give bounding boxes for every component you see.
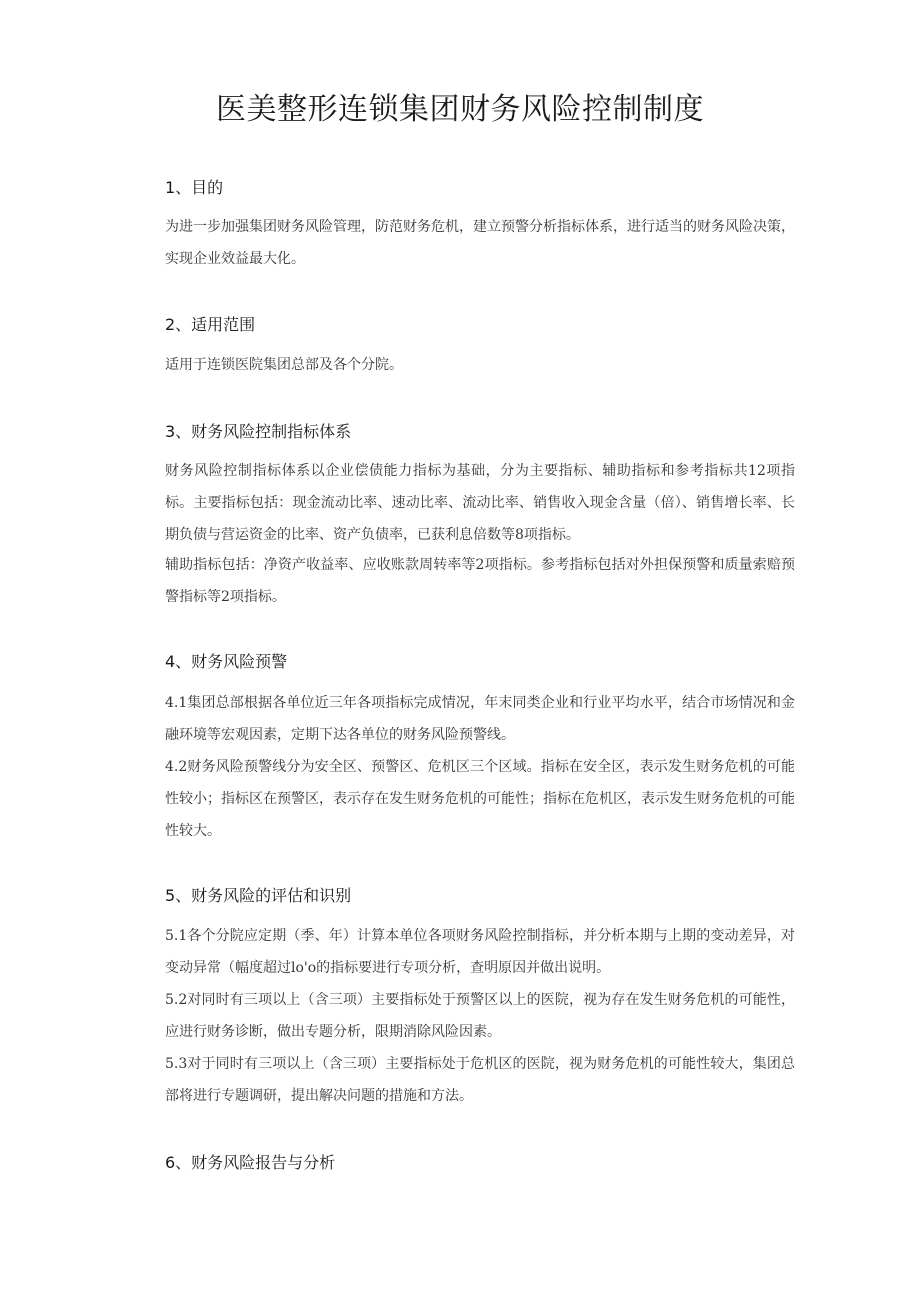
section-paragraph: 5.3对于同时有三项以上（含三项）主要指标处于危机区的医院，视为财务危机的可能性较大，集团总部将进行专题调研，提出解决问题的措施和方法。 (165, 1056, 795, 1104)
section-heading-risk-warning: 4、财务风险预警 (165, 652, 288, 671)
section-paragraph: 4.2财务风险预警线分为安全区、预警区、危机区三个区域。指标在安全区，表示发生财务危机的可能性较小；指标区在预警区，表示存在发生财务危机的可能性；指标在危机区，表示发生财务危机的可能性较大。 (165, 759, 795, 839)
section-heading-risk-report: 6、财务风险报告与分析 (165, 1153, 336, 1172)
section-paragraph: 财务风险控制指标体系以企业偿债能力指标为基础，分为主要指标、辅助指标和参考指标共12项指标。主要指标包括：现金流动比率、速动比率、流动比率、销售收入现金含量（倍）、销售增长率、长期负债与营运资金的比率、资产负债率，已获利息倍数等8项指标。 (165, 463, 795, 543)
document-title: 医美整形连锁集团财务风险控制制度 (216, 92, 704, 127)
section-heading-scope: 2、适用范围 (165, 315, 256, 334)
section-paragraph: 5.2对同时有三项以上（含三项）主要指标处于预警区以上的医院，视为存在发生财务危机的可能性，应进行财务诊断，做出专题分析，限期消除风险因素。 (165, 992, 795, 1040)
section-heading-indicator-system: 3、财务风险控制指标体系 (165, 422, 352, 441)
section-paragraph: 4.1集团总部根据各单位近三年各项指标完成情况，年末同类企业和行业平均水平，结合市场情况和金融环境等宏观因素，定期下达各单位的财务风险预警线。 (165, 695, 795, 743)
section-paragraph: 5.1各个分院应定期（季、年）计算本单位各项财务风险控制指标，并分析本期与上期的变动差异，对变动异常（幅度超过lo'o的指标要进行专项分析，查明原因并做出说明。 (165, 928, 795, 976)
section-paragraph: 为进一步加强集团财务风险管理，防范财务危机，建立预警分析指标体系，进行适当的财务风险决策，实现企业效益最大化。 (165, 219, 795, 267)
section-paragraph: 适用于连锁医院集团总部及各个分院。 (165, 357, 403, 373)
section-heading-purpose: 1、目的 (165, 178, 224, 197)
section-heading-risk-assessment: 5、财务风险的评估和识别 (165, 886, 352, 905)
section-paragraph: 辅助指标包括：净资产收益率、应收账款周转率等2项指标。参考指标包括对外担保预警和质量索赔预警指标等2项指标。 (165, 557, 795, 605)
